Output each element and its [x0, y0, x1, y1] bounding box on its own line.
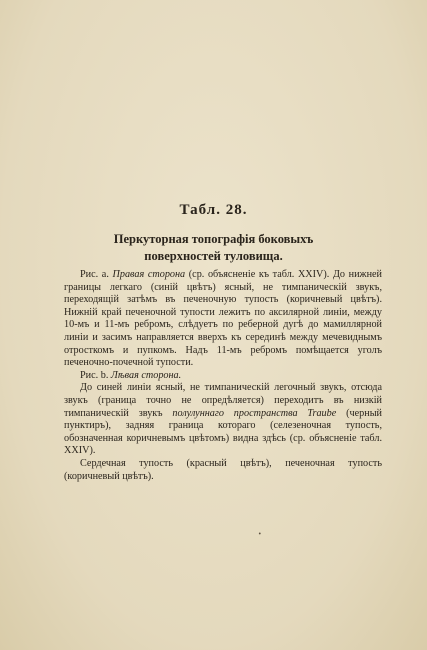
figure-b-paragraph [64, 382, 382, 458]
figure-b-text-1: До синей линіи ясный, не тимпаническій легочный звукъ, отсюда звукъ (граница точно не опредѣляется) переходитъ въ низкій тимпаническій звукъ [64, 382, 382, 419]
figure-a-ref: (ср. объясненіе къ табл. XXIV). [188, 269, 330, 280]
figure-a-paragraph [64, 269, 382, 370]
figure-b-emphasis: полулуннаго пространства Traube [172, 407, 337, 419]
figure-b-label: Рис. b. [80, 369, 109, 381]
section-subtitle: Перкуторная топографія боковыхъ поверхностей туловища. [113, 232, 314, 263]
figure-b-text-2: (черный пунктиръ), задняя граница котораго (селезеночная тупость, обозначенная коричневымъ цвѣтомъ) видна здѣсь (ср. объясненіе табл. XXIV). [64, 407, 382, 457]
figure-a-side: Правая сторона [112, 269, 186, 280]
body-text [64, 269, 382, 483]
figure-b-side: Лѣвая сторона. [110, 369, 182, 381]
figure-a-text: До нижней границы легкаго (синій цвѣтъ) ясный, не тимпаническій звукъ, переходящій затѣмъ въ печеночную тупость (коричневый цвѣтъ). Нижній край печеночной тупости лежитъ по аксилярной линіи, между 10-мъ и 11-мъ ребромъ, слѣдуетъ по реберной дугѣ до мамиллярной линіи и засимъ направляется вверхъ къ серединѣ между мечевиднымъ отросткомъ и пупкомъ. Надъ 11-мъ ребромъ помѣщается уголъ печеночно-почечной тупости. [64, 269, 383, 369]
figure-a-label: Рис. a. [80, 269, 109, 280]
footer-mark: • [258, 531, 262, 538]
heart-paragraph: Сердечная тупость (красный цвѣтъ), печеночная тупость (коричневый цвѣтъ). [64, 457, 382, 482]
figure-b-heading [64, 370, 382, 383]
table-title: Табл. 28. [179, 202, 248, 218]
